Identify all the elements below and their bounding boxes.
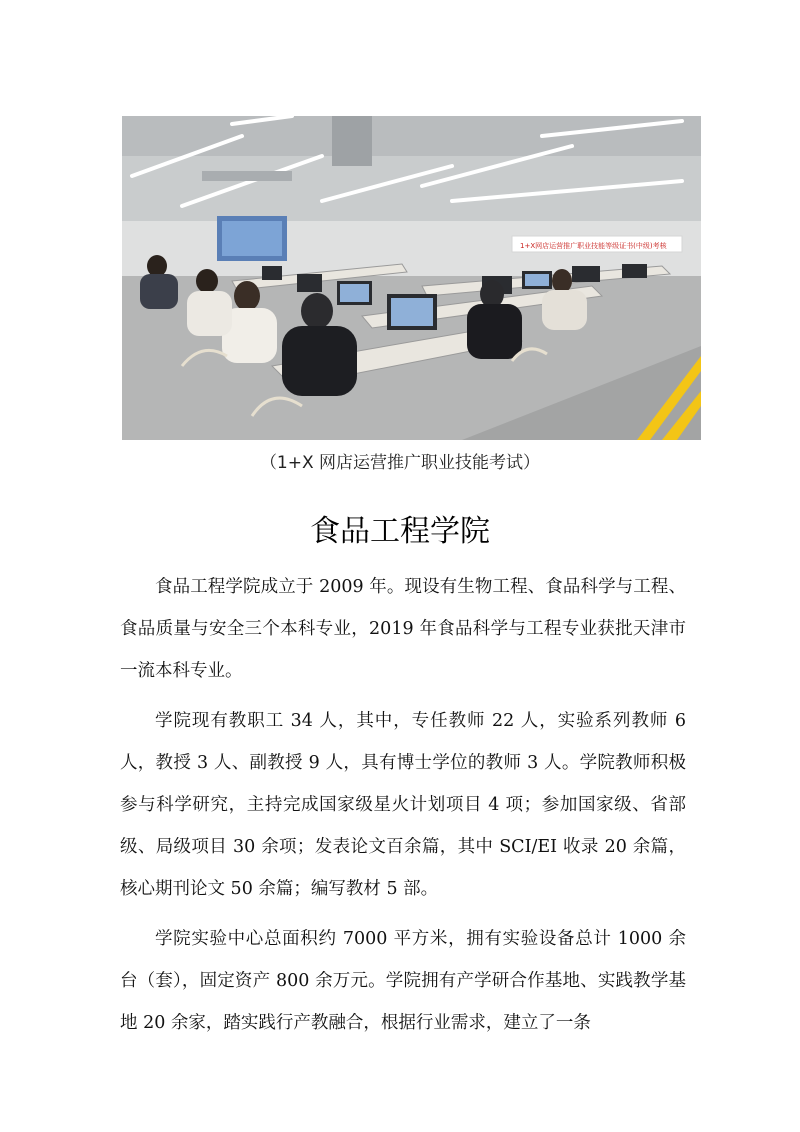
section-title: 食品工程学院 bbox=[310, 514, 490, 549]
paragraph: 学院实验中心总面积约 7000 平方米，拥有实验设备总计 1000 余台（套），固定资产 800 余万元。学院拥有产学研合作基地、实践教学基地 20 余家，踏实践行产教融合，根据行业需求，建立了一条 bbox=[120, 929, 686, 1033]
exam-banner-text: 1+X网店运营推广职业技能等级证书(中级)考核 bbox=[520, 242, 667, 250]
body-text bbox=[120, 566, 686, 1052]
photo-caption: （1+X 网店运营推广职业技能考试） bbox=[259, 453, 541, 473]
paragraph: 食品工程学院成立于 2009 年。现设有生物工程、食品科学与工程、食品质量与安全三个本科专业，2019 年食品科学与工程专业获批天津市一流本科专业。 bbox=[120, 577, 686, 681]
exam-room-photo bbox=[122, 116, 701, 440]
paragraph: 学院现有教职工 34 人，其中，专任教师 22 人，实验系列教师 6 人，教授 3 人、副教授 9 人，具有博士学位的教师 3 人。学院教师积极参与科学研究，主持完成国家级星火计划项目 4 项；参加国家级、省部级、局级项目 30 余项；发表论文百余篇，其中 SCI/EI 收录 20 余篇，核心期刊论文 50 余篇；编写教材 5 部。 bbox=[120, 711, 686, 899]
exam-room-illustration bbox=[122, 116, 701, 440]
